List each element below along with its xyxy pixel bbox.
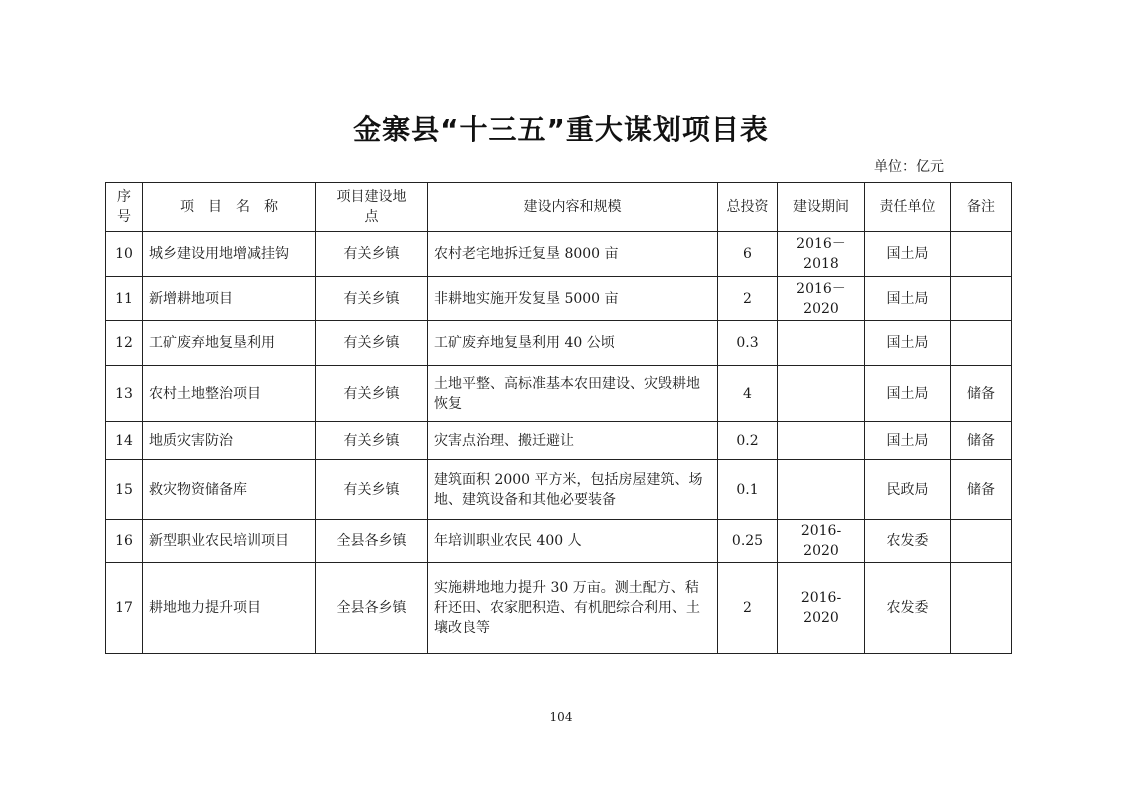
page-number: 104 (549, 710, 573, 724)
cell-investment: 2 (718, 563, 778, 654)
cell-no: 15 (106, 460, 143, 520)
cell-content: 实施耕地地力提升 30 万亩。测土配方、秸秆还田、农家肥积造、有机肥综合利用、土壤改良等 (428, 563, 718, 654)
cell-location: 全县各乡镇 (316, 563, 428, 654)
cell-content: 年培训职业农民 400 人 (428, 520, 718, 563)
cell-investment: 4 (718, 366, 778, 422)
cell-note: 储备 (951, 366, 1012, 422)
cell-note (951, 520, 1012, 563)
cell-location: 有关乡镇 (316, 422, 428, 460)
cell-investment: 2 (718, 277, 778, 321)
cell-note: 储备 (951, 460, 1012, 520)
cell-location: 有关乡镇 (316, 321, 428, 366)
cell-unit: 国土局 (865, 321, 951, 366)
cell-unit: 国土局 (865, 422, 951, 460)
table-header-row (106, 183, 1012, 232)
cell-no: 12 (106, 321, 143, 366)
page-title: 金寨县“十三五”重大谋划项目表 (353, 113, 769, 146)
cell-investment: 6 (718, 232, 778, 277)
cell-period: 2016-2020 (778, 520, 865, 563)
cell-investment: 0.1 (718, 460, 778, 520)
cell-name: 耕地地力提升项目 (143, 563, 316, 654)
cell-no: 13 (106, 366, 143, 422)
cell-location: 有关乡镇 (316, 366, 428, 422)
cell-name: 新型职业农民培训项目 (143, 520, 316, 563)
cell-investment: 0.2 (718, 422, 778, 460)
table-row (106, 277, 1012, 321)
unit-note: 单位：亿元 (874, 159, 944, 175)
table-row (106, 563, 1012, 654)
cell-location: 全县各乡镇 (316, 520, 428, 563)
cell-note (951, 277, 1012, 321)
cell-period: 2016－2020 (778, 277, 865, 321)
cell-investment: 0.3 (718, 321, 778, 366)
cell-unit: 农发委 (865, 563, 951, 654)
cell-no: 11 (106, 277, 143, 321)
cell-location: 有关乡镇 (316, 460, 428, 520)
cell-content: 农村老宅地拆迁复垦 8000 亩 (428, 232, 718, 277)
header-unit: 责任单位 (865, 183, 951, 232)
cell-content: 非耕地实施开发复垦 5000 亩 (428, 277, 718, 321)
cell-name: 城乡建设用地增减挂钩 (143, 232, 316, 277)
cell-content: 建筑面积 2000 平方米，包括房屋建筑、场地、建筑设备和其他必要装备 (428, 460, 718, 520)
cell-note (951, 232, 1012, 277)
cell-no: 17 (106, 563, 143, 654)
table-row (106, 321, 1012, 366)
cell-note (951, 563, 1012, 654)
cell-investment: 0.25 (718, 520, 778, 563)
cell-period (778, 460, 865, 520)
cell-name: 工矿废弃地复垦利用 (143, 321, 316, 366)
table-row (106, 460, 1012, 520)
header-note: 备注 (951, 183, 1012, 232)
header-period: 建设期间 (778, 183, 865, 232)
cell-no: 14 (106, 422, 143, 460)
header-investment: 总投资 (718, 183, 778, 232)
cell-name: 农村土地整治项目 (143, 366, 316, 422)
cell-period (778, 366, 865, 422)
table-row (106, 422, 1012, 460)
cell-name: 救灾物资储备库 (143, 460, 316, 520)
table-row (106, 520, 1012, 563)
header-content: 建设内容和规模 (428, 183, 718, 232)
cell-content: 土地平整、高标准基本农田建设、灾毁耕地恢复 (428, 366, 718, 422)
cell-unit: 国土局 (865, 232, 951, 277)
cell-period (778, 321, 865, 366)
cell-location: 有关乡镇 (316, 277, 428, 321)
cell-name: 新增耕地项目 (143, 277, 316, 321)
table-row (106, 232, 1012, 277)
cell-period (778, 422, 865, 460)
table-row (106, 366, 1012, 422)
cell-content: 灾害点治理、搬迁避让 (428, 422, 718, 460)
cell-unit: 农发委 (865, 520, 951, 563)
cell-name: 地质灾害防治 (143, 422, 316, 460)
header-no: 序号 (106, 183, 143, 232)
cell-note: 储备 (951, 422, 1012, 460)
cell-no: 16 (106, 520, 143, 563)
project-table (105, 182, 1012, 654)
cell-period: 2016－2018 (778, 232, 865, 277)
header-location: 项目建设地点 (316, 183, 428, 232)
cell-period: 2016-2020 (778, 563, 865, 654)
cell-no: 10 (106, 232, 143, 277)
cell-location: 有关乡镇 (316, 232, 428, 277)
cell-content: 工矿废弃地复垦利用 40 公顷 (428, 321, 718, 366)
cell-unit: 国土局 (865, 277, 951, 321)
cell-note (951, 321, 1012, 366)
cell-unit: 国土局 (865, 366, 951, 422)
cell-unit: 民政局 (865, 460, 951, 520)
header-name: 项 目 名 称 (143, 183, 316, 232)
